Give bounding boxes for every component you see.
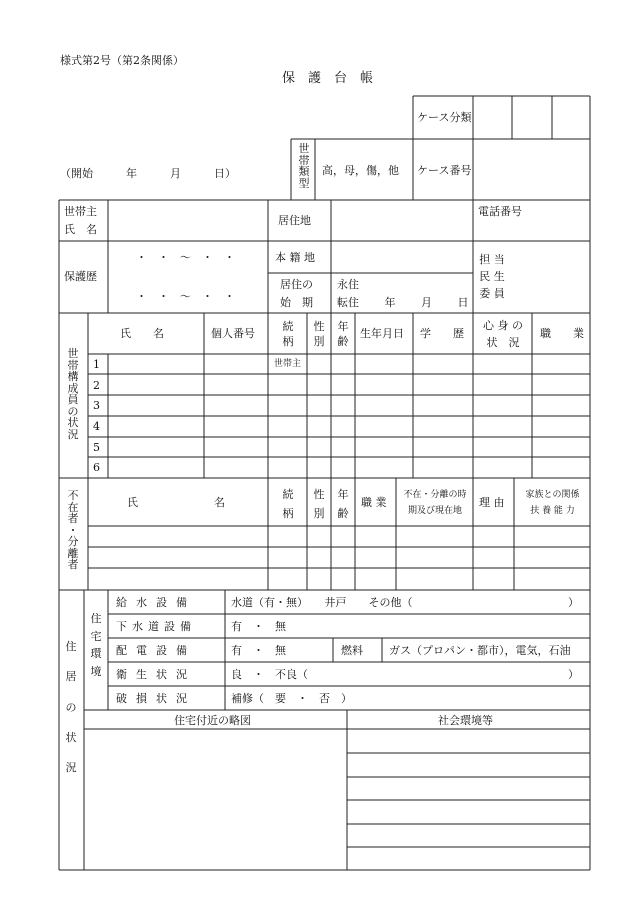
page-title: 保 護 台 帳 [282, 71, 374, 86]
social-area[interactable] [348, 730, 589, 869]
row-number-6: 6 [93, 461, 100, 474]
damage-value[interactable]: 補修（ 要 ・ 否 ） [231, 692, 352, 705]
water-supply-value[interactable]: 水道（有・無） 井戸 その他（ [231, 596, 413, 609]
absent-header-support: 家族との関係 扶 養 能 力 [525, 490, 580, 516]
domicile-label: 本 籍 地 [275, 251, 315, 264]
electric-value[interactable]: 有 ・ 無 [231, 644, 286, 657]
residence-label: 居住地 [278, 214, 311, 227]
col-header-name: 氏 名 [120, 327, 164, 340]
col-header-relation: 続 柄 [282, 320, 294, 349]
sanitary-value[interactable]: 良 ・ 不良（ [231, 668, 308, 681]
col-header-health: 心 身 の 状 況 [483, 319, 523, 349]
col-header-job: 職 業 [540, 327, 584, 340]
absent-header-age: 年 齢 [337, 488, 349, 521]
col-header-id: 個人番号 [211, 327, 255, 340]
sewer-value[interactable]: 有 ・ 無 [231, 620, 286, 633]
housing-section-label: 住 居 の 状 況 [65, 640, 77, 774]
row-number-5: 5 [93, 441, 100, 454]
sewer-label: 下水道設備 [116, 620, 196, 633]
row-number-3: 3 [93, 399, 100, 412]
case-class-label: ケース分類 [417, 111, 472, 124]
absent-header-reason: 理 由 [479, 496, 505, 509]
absent-header-name-1: 氏 [127, 496, 138, 509]
fuel-value[interactable]: ガス（プロパン・都市），電気，石油 [389, 644, 571, 657]
absent-header-relation: 続 柄 [282, 488, 294, 521]
absent-table-body[interactable] [89, 527, 589, 589]
head-name-label-2: 氏 名 [64, 223, 97, 236]
head-name-input[interactable] [109, 201, 267, 240]
col-header-sex: 性 別 [313, 320, 325, 349]
row-number-1: 1 [93, 358, 100, 371]
sanitary-close: ） [568, 668, 579, 681]
row-number-2: 2 [93, 379, 100, 392]
history-label: 保護歴 [64, 270, 97, 283]
members-table-body[interactable] [109, 355, 589, 477]
col-header-birth: 生年月日 [360, 327, 404, 340]
residence-start-label-1: 居住の [280, 278, 313, 291]
residence-input[interactable] [332, 201, 472, 240]
domicile-input[interactable] [332, 242, 472, 272]
row-number-4: 4 [93, 420, 100, 433]
head-of-household-tag: 世帯主 [274, 359, 302, 369]
absent-header-name-2: 名 [214, 496, 225, 509]
case-class-input[interactable] [474, 97, 589, 138]
absent-header-sex: 性 別 [313, 488, 325, 521]
permanent-label[interactable]: 永住 [337, 278, 359, 291]
absent-header-location: 不在・分離の時 期及び現在地 [403, 490, 467, 516]
absent-section-label: 不 在 者 ・ 分 離 者 [67, 489, 79, 572]
water-supply-label: 給水設備 [116, 596, 196, 609]
fuel-label: 燃料 [341, 644, 363, 657]
sanitary-label: 衛生状況 [116, 668, 196, 681]
start-date-label: （開始 年 月 日） [60, 167, 236, 180]
moved-label[interactable]: 転住 年 月 日 [337, 296, 469, 309]
welfare-commissioner-label: 担 当 民 生 委 員 [479, 253, 505, 301]
case-number-input[interactable] [474, 140, 589, 199]
case-number-label: ケース番号 [417, 164, 472, 177]
history-range-2[interactable]: ・ ・ ～ ・ ・ [136, 290, 235, 303]
welfare-commissioner-input[interactable] [512, 242, 589, 312]
form-number: 様式第2号（第2条関係） [60, 54, 184, 67]
sketch-area[interactable] [85, 730, 346, 869]
head-name-label-1: 世帯主 [64, 205, 97, 218]
social-label: 社会環境等 [438, 714, 493, 727]
col-header-education: 学 歴 [420, 327, 464, 340]
sketch-label: 住宅付近の略図 [174, 714, 251, 727]
household-type-label: 世 帯 類 型 [298, 142, 310, 190]
members-section-label: 世 帯 構 成 員 の 状 況 [67, 347, 79, 441]
electric-label: 配電設備 [116, 644, 196, 657]
housing-env-label: 住 宅 環 境 [90, 612, 102, 678]
damage-label: 破損状況 [116, 692, 196, 705]
household-type-options[interactable]: 高，母，傷，他 [322, 164, 399, 177]
phone-input[interactable] [474, 222, 589, 240]
history-range-1[interactable]: ・ ・ ～ ・ ・ [136, 251, 235, 264]
residence-start-label-2: 始 期 [280, 296, 313, 309]
water-supply-close: ） [568, 596, 579, 609]
phone-label: 電話番号 [478, 205, 522, 218]
absent-header-job: 職 業 [361, 496, 387, 509]
col-header-age: 年 齢 [337, 320, 349, 349]
